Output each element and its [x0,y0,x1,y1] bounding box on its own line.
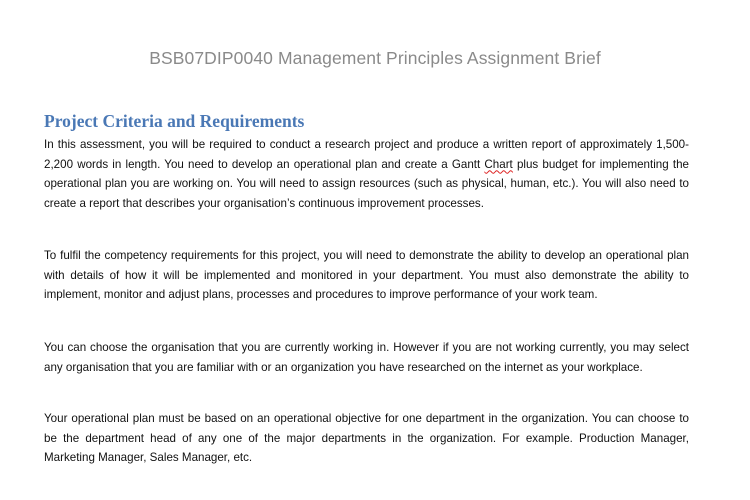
paragraph-2: To fulfil the competency requirements for this project, you will need to demonstrate the ability to develop an operational plan with details of how it will be implemented and monitored in your department. You must also demonstrate the ability to implement, monitor and adjust plans, processes and procedures to improve performance of your work team. [44,249,689,301]
paragraph-3: You can choose the organisation that you are currently working in. However if you are not working currently, you may select any organisation that you are familiar with or an organization you have researched on the internet as your workplace. [44,341,689,374]
paragraph-4: Your operational plan must be based on an operational objective for one department in the organization. You can choose to be the department head of any one of the major departments in the organization. For example. Production Manager, Marketing Manager, Sales Manager, etc. [44,412,689,464]
spellcheck-word: Chart [484,157,513,171]
document-header: BSB07DIP0040 Management Principles Assignment Brief [149,48,601,68]
paragraph-1-text-a: In this assessment, you will be required to conduct a research project and produce a written report of approximately 1,500-2,200 words in length. You need to develop an operational plan and create a Gantt [44,138,689,171]
section-heading: Project Criteria and Requirements [44,111,305,131]
paragraph-1 [44,135,689,213]
paragraph-1-text-b: plus budget for implementing the operational plan you are working on. You will need to assign resources (such as physical, human, etc.). You will also need to create a report that describes your organisation’s continuous improvement processes. [44,157,689,210]
